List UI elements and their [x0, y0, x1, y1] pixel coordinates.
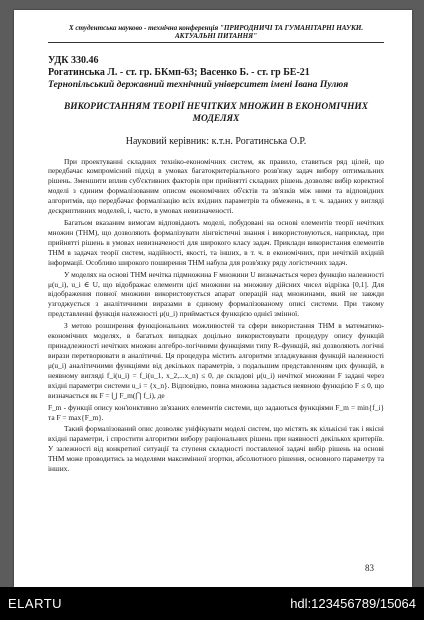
document-page — [14, 10, 412, 587]
page-number: 83 — [365, 563, 374, 573]
advisor-line: Науковий керівник: к.т.н. Рогатинська О.Р. — [125, 135, 307, 147]
udc-code: УДК 330.46 — [48, 55, 99, 66]
paragraph: При проектуванні складних техніко-економічних систем, як правило, ставиться ряд цілей, що передбачає компромісний підхід в умовах багатокритеріального розв'язку задач вибору оптимальних рішень. Зменшити вплив суб'єктивних факторів при прийнятті складних рішень дозволяє вибір коректної моделі з єдиним формалізованим описом економічних об'єктів та зв'язків між ними та відповідних алгоритмів, що передбачає формалізацію всіх вхідних параметрів та обмежень, в т. ч. заданих у вигляді дескриптивних моделей, і, часто, в умовах невизначеності. — [48, 156, 384, 216]
university-line: Тернопільський державний технічний університет імені Івана Пулюя — [48, 79, 349, 90]
page-content — [48, 24, 384, 474]
paper-title: ВИКОРИСТАННЯМ ТЕОРІЇ НЕЧІТКИХ МНОЖИН В ЕКОНОМІЧНИХ МОДЕЛЯХ — [64, 102, 368, 124]
paragraph: Багатьом вказаним вимогам відповідають моделі, побудовані на основі елементів теорії нечітких множин (ТНМ), що дозволяють формалізувати лінгвістичні знання і використовуються, наприклад, при прийнятті рішень в умовах невизначеності для широкого класу задач. Приклади використання елементів ТНМ в задачах теорії систем, надійності, якості, та інших, в т. ч. в економічних, при нечіткій вхідній інформації. Особливо широкого поширення ТНМ набула для розв'язку ряду логістичних задач. — [48, 218, 384, 267]
authors-line: Рогатинська Л. - ст. гр. БКмп-63; Васенко Б. - ст. гр БЕ-21 — [48, 67, 310, 78]
paragraph: З метою розширення функціональних можливостей та сфери використання ТНМ в математико-економічних моделях, в багатьох випадках доцільно використовувати процедуру опису функцій принадлежності нечітких множин алгебро-логічними функціями типу R–функцій, які дозволяють логічні вирази перетворювати в аналітичні. Ця процедура містить алгоритми згладжування функцій належності μ(u_i) аналітичними функціями від декількох параметрів, з подальшим представленням цих функцій, в неявному вигляді f_i(u_i) = f_i(u_1, x_2,...x_n) ≤ 0, де складові μ(u_i) нечіткої множини F задані через вхідні параметри системи u_i = {x_n}. Відповідно, повна множина задається неявною функцією F ≤ 0, що визначається як F = ⋃ F_m(⋂ f_i), де — [48, 321, 384, 400]
paragraph: Такий формалізований опис дозволяє уніфікувати моделі систем, що містять як кількісні так і якісні вхідні параметри, і спростити алгоритми вибору раціональних рішень при наявності декількох критеріїв. У залежності від конкретної ситуації та ступеня складності поставленої задачі вибір рішень на основі ТНМ може проводитись за моделями максимінної згортки, абсолютного рішення, основного параметру та інших. — [48, 424, 384, 474]
footer-bar — [0, 587, 424, 620]
handle-id: hdl:123456789/15064 — [290, 596, 416, 611]
repository-name: ELARTU — [8, 596, 63, 611]
paragraph: F_m - функції опису кон'юнктивно зв'язаних елементів системи, що задаються функціями F_m = min{f_i} та F = max{F_m}. — [48, 402, 384, 422]
paragraph: У моделях на основі ТНМ нечітка підмножина F множини U визначається через функцію належності μ(u_i), u_i ∈ U, що відображає елементи цієї множини на множину дійсних чисел відрізка [0,1]. Для відображення повної множини використовується апарат операцій над множинами, який не завжди узгоджується з аналітичними виразами в єдиному формалізованому описі системи. При такому представленні функція належності μ(u_i) приймається функцією однієї змінної. — [48, 269, 384, 319]
conference-header: X студентська науково - технічна конференція "ПРИРОДНИЧІ ТА ГУМАНІТАРНІ НАУКИ. АКТУАЛЬНІ ПИТАННЯ" — [48, 24, 384, 43]
paper-body — [48, 157, 384, 475]
